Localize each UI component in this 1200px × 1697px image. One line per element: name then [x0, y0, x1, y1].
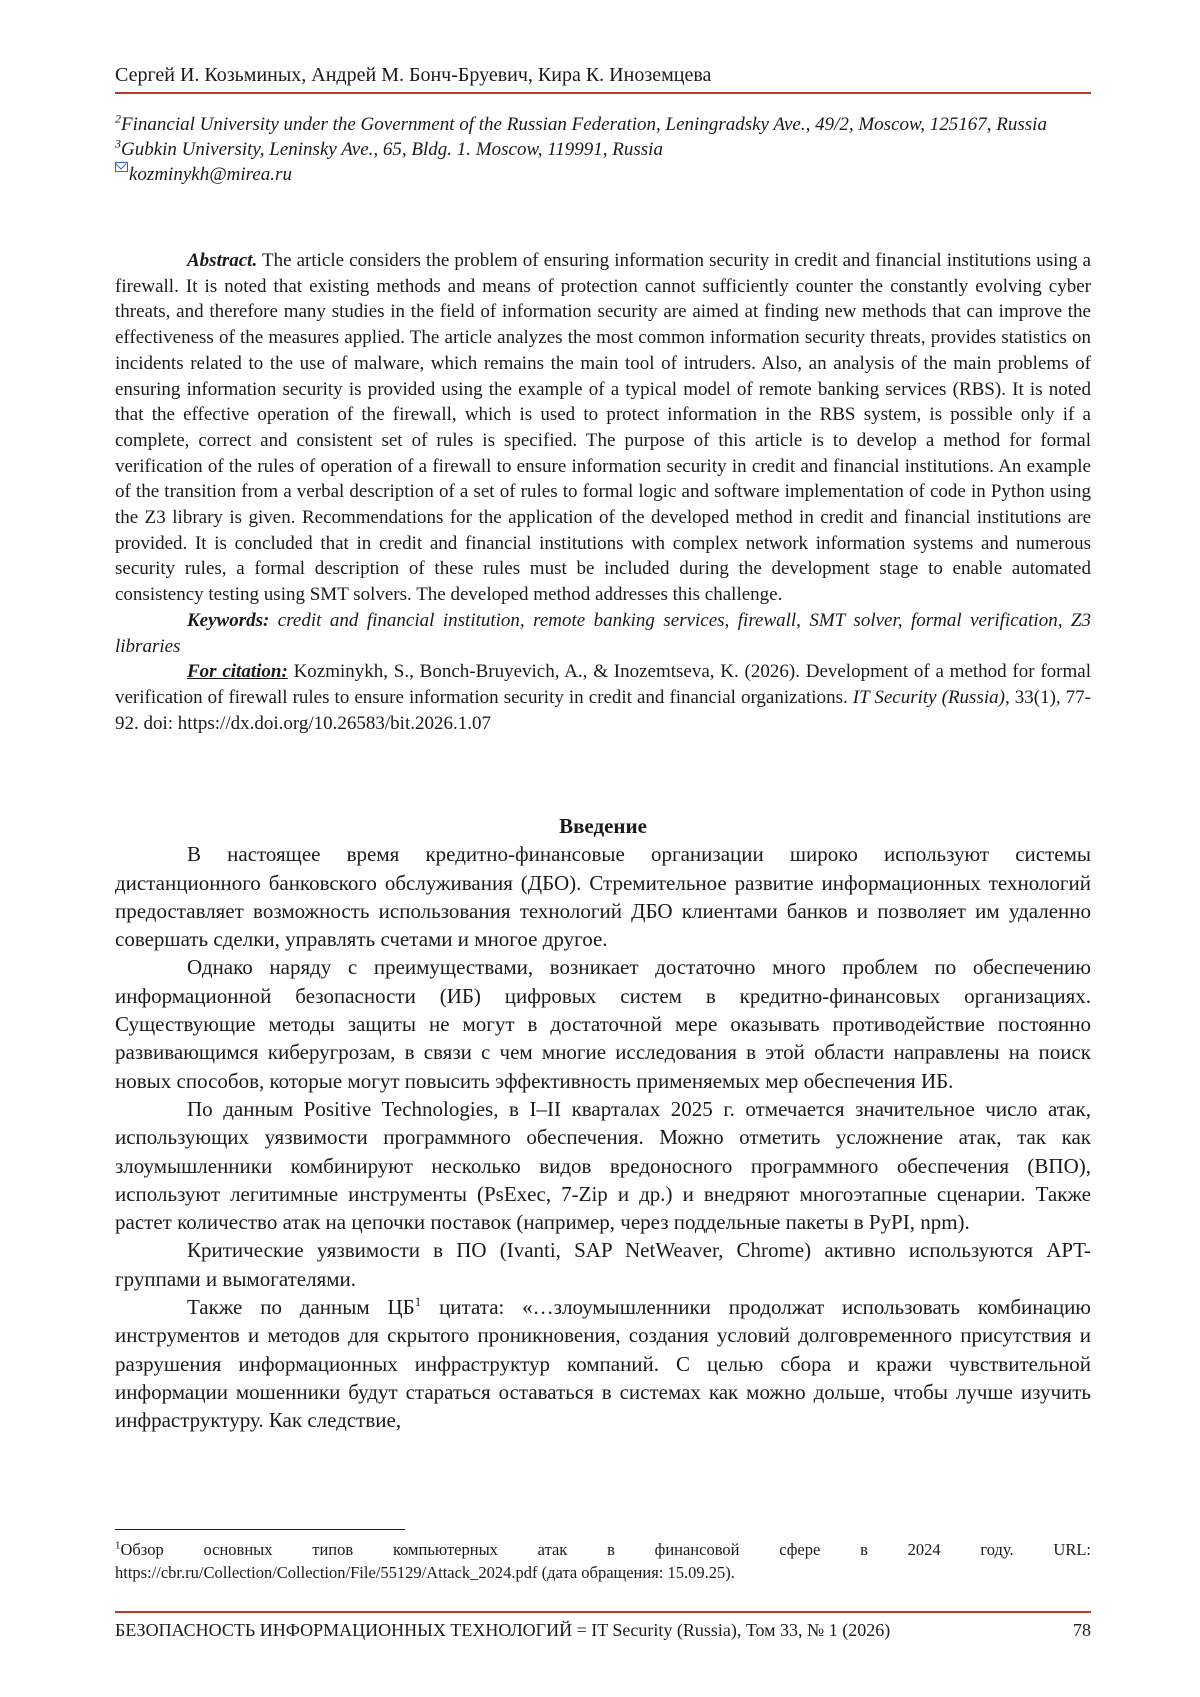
paragraph: По данным Positive Technologies, в I–II кварталах 2025 г. отмечается значительное число атак, использующих уязвимости программного обеспечения. Можно отметить усложнение атак, так как злоумышленники комбинируют несколько видов вредоносного программного обеспечения (ВПО), используют легитимные инструменты (PsExec, 7-Zip и др.) и внедряют многоэтапные сценарии. Также растет количество атак на цепочки поставок (например, через поддельные пакеты в PyPI, npm).	[115, 1096, 1091, 1235]
envelope-icon	[115, 162, 128, 172]
paragraph: Однако наряду с преимуществами, возникает достаточно много проблем по обеспечению информационной безопасности (ИБ) цифровых систем в кредитно-финансовых организациях. Существующие методы защиты не могут в достаточной мере оказывать противодействие постоянно развивающимся киберугрозам, в связи с чем многие исследования в этой области направлены на поиск новых способов, которые могут повысить эффективность применяемых мер обеспечения ИБ.	[115, 955, 1091, 1093]
keywords	[115, 608, 1091, 659]
abstract-block	[115, 248, 1091, 736]
citation-label: For citation:	[187, 661, 288, 683]
abstract-text: The article considers the problem of ensuring information security in credit and financial institutions using a firewall. It is noted that existing methods and means of protection cannot sufficiently counter the constantly evolving cyber threats, and therefore many studies in the field of information security are aimed at finding new methods that can improve the effectiveness of the measures applied. The article analyzes the most common information security threats, provides statistics on incidents related to the use of malware, which remains the main tool of intruders. Also, an analysis of the main problems of ensuring information security is provided using the example of a typical model of remote banking services (RBS). It is noted that the effective operation of the firewall, which is used to protect information in the RBS system, is possible only if a complete, correct and consistent set of rules is specified. The purpose of this article is to develop a method for formal verification of the rules of operation of a firewall to ensure information security in credit and financial institutions. An example of the transition from a verbal description of a set of rules to formal logic and software implementation of code in Python using the Z3 library is given. Recommendations for the application of the developed method in credit and financial institutions are provided. It is concluded that in credit and financial institutions with complex network information systems and numerous security rules, a formal description of these rules must be included during the development stage to enable automated consistency testing using SMT solvers. The developed method addresses this challenge.	[115, 250, 1091, 606]
page-number: 78	[1073, 1620, 1091, 1640]
affiliation-number: 3	[115, 136, 121, 151]
footnote-text: Обзор основных типов компьютерных атак в финансовой сфере в 2024 году. URL: https://cbr.ru/Collection/Collection/File/55129/Attack_2024.pdf (дата обращения: 15.09.25).	[115, 1540, 1091, 1582]
footnote-number: 1	[115, 1539, 121, 1552]
paragraph: Критические уязвимости в ПО (Ivanti, SAP NetWeaver, Chrome) активно используются APT-группами и вымогателями.	[115, 1238, 1091, 1291]
keywords-label: Keywords:	[187, 609, 270, 631]
paragraph-text: цитата: «…злоумышленники продолжат использовать комбинацию инструментов и методов для скрытого проникновения, создания условий долговременного присутствия и разрушения информационных инфраструктур компаний. С целью сбора и кражи чувствительной информации мошенники будут стараться оставаться в системах как можно дольше, чтобы лучше изучить инфраструктуру. Как следствие,	[115, 1295, 1091, 1433]
affiliation-3	[115, 137, 1091, 162]
running-footer	[115, 1618, 1091, 1642]
affiliation-number: 2	[115, 111, 121, 126]
footnote-line	[115, 1538, 1091, 1584]
footer-rule	[115, 1611, 1091, 1613]
citation-text: Kozminykh, S., Bonch-Bruyevich, A., & Inozemtseva, K. (2026). Development of a method for formal verification of firewall rules to ensure information security in credit and financial organizations.	[115, 661, 1091, 708]
abstract	[115, 248, 1091, 608]
running-header: Сергей И. Козьминых, Андрей М. Бонч-Бруевич, Кира К. Иноземцева	[115, 64, 712, 86]
citation	[115, 659, 1091, 736]
intro-section	[115, 812, 1091, 1435]
affiliation-2	[115, 112, 1091, 137]
email-line	[115, 162, 1091, 187]
email-address[interactable]: kozminykh@mirea.ru	[129, 164, 292, 185]
paragraph	[115, 1293, 1091, 1434]
footnote-rule	[115, 1529, 405, 1530]
affiliation-text: Gubkin University, Leninsky Ave., 65, Bldg. 1. Moscow, 119991, Russia	[121, 139, 663, 160]
footnote	[115, 1538, 1091, 1584]
affiliations	[115, 112, 1091, 187]
citation-journal: IT Security (Russia),	[852, 686, 1010, 708]
footnote-ref[interactable]: 1	[414, 1294, 422, 1310]
footer-journal: БЕЗОПАСНОСТЬ ИНФОРМАЦИОННЫХ ТЕХНОЛОГИЙ = IT Security (Russia), Том 33, № 1 (2026)	[115, 1620, 891, 1640]
affiliation-text: Financial University under the Government of the Russian Federation, Leningradsky Ave., 49/2, Moscow, 125167, Russia	[121, 114, 1047, 135]
citation-doi: 33(1), 77-92. doi: https://dx.doi.org/10.26583/bit.2026.1.07	[115, 686, 1092, 734]
paragraph: В настоящее время кредитно-финансовые организации широко используют системы дистанционного банковского обслуживания (ДБО). Стремительное развитие информационных технологий предоставляет возможность использования технологий ДБО клиентами банков и позволяет им удаленно совершать сделки, управлять счетами и многое другое.	[115, 842, 1091, 952]
section-heading: Введение	[559, 814, 647, 838]
paragraph-text: Также по данным ЦБ	[187, 1295, 415, 1320]
abstract-label: Abstract.	[187, 250, 258, 271]
header-rule	[115, 92, 1091, 94]
keywords-text: credit and financial institution, remote banking services, firewall, SMT solver, formal verification, Z3 libraries	[115, 609, 1091, 657]
